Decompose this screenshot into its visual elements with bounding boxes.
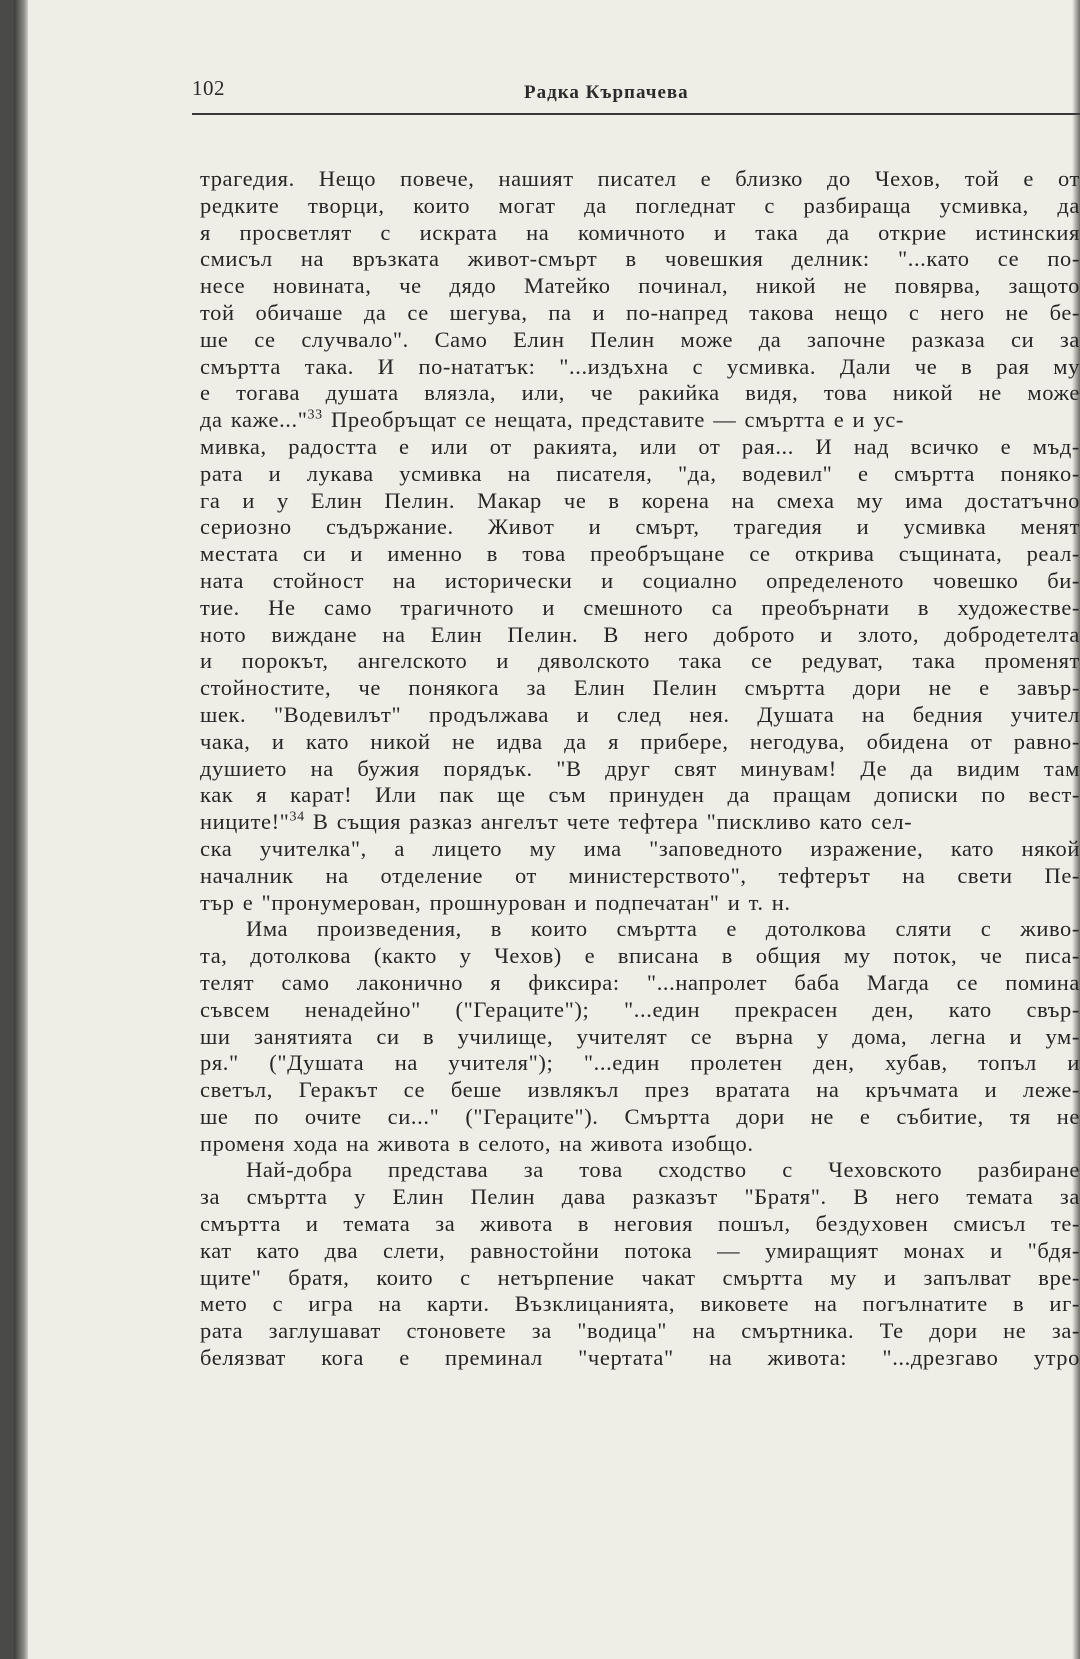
text-line: белязват кога е преминал "чертата" на живота: "...дрезгаво утро: [200, 1345, 1080, 1371]
text-line: кат като два слети, равностойни потока — умиращият монах и "бдя-: [200, 1237, 1080, 1263]
text-line: тър е "пронумерован, прошнурован и подпечатан" и т. н.: [200, 889, 791, 915]
text-line: я просветлят с искрата на комичното и така да открие истинския: [200, 219, 1080, 245]
header-rule: [192, 113, 1080, 115]
footnote-ref-33: 33: [307, 407, 323, 423]
paragraph: [200, 166, 1080, 916]
text-line: светъл, Геракът се беше извлякъл през вратата на кръчмата и леже-: [200, 1077, 1080, 1103]
line-text: да каже...": [200, 407, 308, 433]
text-line: стойностите, че понякога за Елин Пелин смъртта дори не е завър-: [200, 675, 1080, 701]
text-line: душието на бужия порядък. "В друг свят минувам! Де да видим там: [200, 755, 1080, 781]
text-line: ска учителка", а лицето му има "заповедното изражение, като някой: [200, 835, 1080, 861]
text-line: за смъртта у Елин Пелин дава разказът "Братя". В него темата за: [200, 1184, 1080, 1210]
text-line: шек. "Водевилът" продължава и след нея. Душата на бедния учител: [200, 701, 1080, 727]
text-line: телят само лаконично я фиксира: "...напролет баба Магда се помина: [200, 969, 1080, 995]
text-line: мивка, радостта е или от ракията, или от рая... И над всичко е мъд-: [200, 433, 1080, 459]
text-line: съвсем ненадейно" ("Гераците"); "...един прекрасен ден, като свър-: [200, 996, 1080, 1022]
book-page: [14, 0, 1080, 1659]
text-line: местата си и именно в това преобръщане се открива същината, реал-: [200, 541, 1080, 567]
text-line: рата и лукава усмивка на писателя, "да, водевил" е смъртта понякo-: [200, 460, 1080, 486]
text-line: ши занятията си в училище, учителят се върна у дома, легна и ум-: [200, 1023, 1080, 1049]
text-line-with-footnote: [200, 407, 1080, 434]
text-line-with-footnote: [200, 809, 1080, 836]
body-text: [200, 166, 1080, 1372]
text-line: га и у Елин Пелин. Макар че в корена на смеха му има достатъчно: [200, 487, 1080, 513]
text-line: е тогава душата влязла, или, че ракийка видя, това никой не може: [200, 380, 1080, 406]
text-line: как я карат! Или пак ще съм принуден да пращам дописки по вест-: [200, 782, 1080, 808]
paragraph: [200, 1157, 1080, 1371]
text-line: ря." ("Душата на учителя"); "...един пролетен ден, хубав, топъл и: [200, 1050, 1080, 1076]
line-text: ниците!": [200, 809, 290, 835]
text-line: ното виждане на Елин Пелин. В него доброто и злото, добродетелта: [200, 621, 1080, 647]
footnote-ref-34: 34: [289, 809, 305, 825]
text-line: тие. Не само трагичното и смешното са преобърнати в художестве-: [200, 594, 1080, 620]
text-line: ната стойност на исторически и социално определеното човешко би-: [200, 567, 1080, 593]
text-line: чака, и като никой не идва да я прибере, негодува, обидена от равно-: [200, 728, 1080, 754]
text-line: смъртта така. И по-нататък: "...издъхна с усмивка. Дали че в рая му: [200, 353, 1080, 379]
page-gutter-shadow: [14, 0, 28, 1659]
page-header: [192, 76, 1080, 116]
page-number: 102: [192, 76, 225, 100]
text-line: той обичаше да се шегува, па и по-напред такова нещо с него не бе-: [200, 299, 1080, 325]
text-line: и порокът, ангелското и дяволското така се редуват, така променят: [200, 648, 1080, 674]
line-text: В същия разказ ангелът чете тефтера "пискливо като сел-: [312, 809, 913, 835]
text-line: трагедия. Нещо повече, нашият писател е близко до Чехов, той е от: [200, 166, 1080, 191]
text-line: сериозно съдържание. Живот и смърт, трагедия и усмивка менят: [200, 514, 1080, 540]
text-line: смъртта и темата за живота в неговия пошъл, бездуховен смисъл те-: [200, 1211, 1080, 1237]
text-line: редките творци, които могат да погледнат с разбираща усмивка, да: [200, 192, 1080, 218]
text-line: Най-добра представа за това сходство с Чеховското разбиране: [246, 1157, 1080, 1183]
text-line: несе новината, че дядо Матейко починал, никой не повярва, защото: [200, 273, 1080, 299]
text-line: смисъл на връзката живот-смърт в човешкия делник: "...като се по-: [200, 246, 1080, 272]
text-line: променя хода на живота в селото, на живота изобщо.: [200, 1130, 754, 1156]
text-line: Има произведения, в които смъртта е дотолкова сляти с живо-: [246, 916, 1080, 942]
running-head: Радка Кърпачева: [524, 82, 689, 103]
text-line: щите" братя, които с нетърпение чакат смъртта му и запълват вре-: [200, 1264, 1080, 1290]
text-line: мето с игра на карти. Възклицанията, виковете на погълнатите в иг-: [200, 1291, 1080, 1317]
paragraph: [200, 916, 1080, 1157]
text-line: та, дотолкова (както у Чехов) е вписана в общия му поток, че писа-: [200, 943, 1080, 969]
text-line: ше по очите си..." ("Гераците"). Смъртта дори не е събитие, тя не: [200, 1103, 1080, 1129]
line-text: Преобръщат се нещата, представите — смъртта е и ус-: [330, 407, 904, 433]
text-line: началник на отделение от министерството", тефтерът на свети Пе-: [200, 862, 1080, 888]
text-line: ше се случвало". Само Елин Пелин може да започне разказа си за: [200, 326, 1080, 352]
text-line: рата заглушават стоновете за "водица" на смъртника. Те дори не за-: [200, 1318, 1080, 1344]
